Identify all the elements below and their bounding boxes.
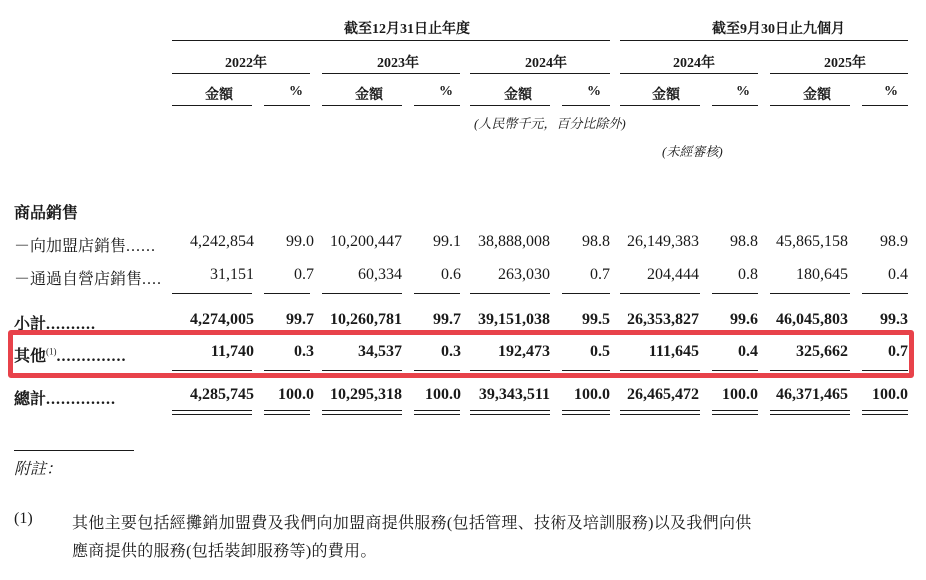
subtotal-rule — [862, 293, 908, 294]
row-label-franchise — [14, 233, 156, 256]
cell-value: 99.1 — [433, 233, 461, 250]
group-rule-fy — [172, 40, 610, 41]
cell-value: 60,334 — [358, 266, 402, 283]
year-rule-2023 — [322, 73, 460, 74]
cell-value: 0.3 — [441, 343, 461, 360]
group-header-fy: 截至12月31日止年度 — [344, 22, 470, 37]
leader-dots: ...... — [126, 238, 157, 255]
cell-value: 39,343,511 — [478, 386, 550, 403]
cell-value: 46,371,465 — [776, 386, 848, 403]
cell-value: 11,740 — [210, 343, 254, 360]
cell-value: 98.9 — [880, 233, 908, 250]
group-header-nine-months: 截至9月30日止九個月 — [712, 22, 845, 37]
year-header-2025-nine: 2025年 — [824, 56, 866, 71]
double-rule — [470, 410, 550, 411]
year-header-2023: 2023年 — [377, 56, 419, 71]
amount-header: 金額 — [504, 88, 532, 103]
double-rule — [414, 414, 460, 415]
double-rule — [862, 410, 908, 411]
double-rule — [264, 414, 310, 415]
amount-header: 金額 — [803, 88, 831, 103]
cell-value: 192,473 — [498, 343, 550, 360]
sub-rule — [712, 105, 758, 106]
subtotal-rule — [470, 293, 550, 294]
cell-value: 0.4 — [888, 266, 908, 283]
sub-rule — [322, 105, 402, 106]
amount-header: 金額 — [355, 88, 383, 103]
cell-value: 98.8 — [730, 233, 758, 250]
cell-value: 34,537 — [358, 343, 402, 360]
cell-value: 4,274,005 — [190, 311, 254, 328]
cell-value: 99.7 — [433, 311, 461, 328]
double-rule — [620, 410, 700, 411]
double-rule — [470, 414, 550, 415]
cell-value: 204,444 — [647, 266, 699, 283]
leader-dots: .............. — [56, 348, 127, 365]
cell-value: 10,260,781 — [330, 311, 402, 328]
pct-header: % — [587, 84, 601, 99]
year-rule-2025-nine — [770, 73, 908, 74]
subtotal-rule — [620, 293, 700, 294]
cell-value: 10,295,318 — [330, 386, 402, 403]
cell-value: 99.7 — [286, 311, 314, 328]
pct-header: % — [439, 84, 453, 99]
row-label-text: －向加盟店銷售 — [14, 238, 127, 255]
cell-value: 31,151 — [210, 266, 254, 283]
double-rule — [322, 414, 402, 415]
leader-dots: .... — [142, 271, 163, 288]
footnote-heading: 附註： — [14, 461, 63, 478]
year-rule-2024 — [470, 73, 610, 74]
group-rule-nine-months — [620, 40, 908, 41]
cell-value: 26,353,827 — [627, 311, 699, 328]
row-label-text: 小計 — [14, 316, 47, 333]
highlight-box — [8, 330, 914, 378]
cell-value: 0.6 — [441, 266, 461, 283]
cell-value: 0.5 — [590, 343, 610, 360]
subtotal-rule — [264, 293, 310, 294]
leader-dots: .......... — [46, 316, 97, 333]
row-label-total — [14, 386, 116, 409]
footnote-marker: (1) — [14, 510, 33, 527]
double-rule — [322, 410, 402, 411]
double-rule — [862, 414, 908, 415]
cell-value: 180,645 — [796, 266, 848, 283]
amount-header: 金額 — [205, 88, 233, 103]
pct-header: % — [289, 84, 303, 99]
double-rule — [172, 414, 252, 415]
cell-value: 99.6 — [730, 311, 758, 328]
sub-rule — [470, 105, 550, 106]
cell-value: 39,151,038 — [478, 311, 550, 328]
footnote-text-line2: 應商提供的服務(包括裝卸服務等)的費用。 — [72, 543, 377, 560]
double-rule — [562, 410, 610, 411]
cell-value: 111,645 — [648, 343, 699, 360]
cell-value: 0.7 — [590, 266, 610, 283]
double-rule — [562, 414, 610, 415]
sub-rule — [172, 105, 252, 106]
sub-rule — [620, 105, 700, 106]
cell-value: 98.8 — [582, 233, 610, 250]
year-rule-2022 — [172, 73, 310, 74]
double-rule — [712, 410, 758, 411]
subtotal-rule — [414, 293, 460, 294]
double-rule — [620, 414, 700, 415]
pct-header: % — [884, 84, 898, 99]
double-rule — [264, 410, 310, 411]
cell-value: 46,045,803 — [776, 311, 848, 328]
currency-note: (人民幣千元，百分比除外) — [474, 116, 626, 131]
cell-value: 0.7 — [294, 266, 314, 283]
subtotal-rule — [322, 293, 402, 294]
cell-value: 263,030 — [498, 266, 550, 283]
amount-header: 金額 — [652, 88, 680, 103]
subtotal-rule — [712, 293, 758, 294]
section-title: 商品銷售 — [14, 205, 79, 222]
sub-rule — [770, 105, 850, 106]
subtotal-rule — [172, 293, 252, 294]
sub-rule — [862, 105, 908, 106]
double-rule — [770, 414, 850, 415]
cell-value: 38,888,008 — [478, 233, 550, 250]
year-rule-2024-nine — [620, 73, 758, 74]
cell-value: 0.7 — [888, 343, 908, 360]
cell-value: 100.0 — [722, 386, 758, 403]
footnote-text-line1: 其他主要包括經攤銷加盟費及我們向加盟商提供服務(包括管理、技術及培訓服務)以及我們向供 — [72, 515, 752, 532]
cell-value: 26,465,472 — [627, 386, 699, 403]
cell-value: 100.0 — [278, 386, 314, 403]
cell-value: 100.0 — [574, 386, 610, 403]
double-rule — [712, 414, 758, 415]
footnote-separator — [14, 450, 134, 451]
footnote-ref: (1) — [46, 346, 57, 357]
sub-rule — [414, 105, 460, 106]
double-rule — [172, 410, 252, 411]
cell-value: 0.4 — [738, 343, 758, 360]
cell-value: 99.0 — [286, 233, 314, 250]
subtotal-rule — [562, 293, 610, 294]
year-header-2024-nine: 2024年 — [673, 56, 715, 71]
cell-value: 4,285,745 — [190, 386, 254, 403]
year-header-2022: 2022年 — [225, 56, 267, 71]
leader-dots: .............. — [46, 391, 117, 408]
cell-value: 0.8 — [738, 266, 758, 283]
cell-value: 26,149,383 — [627, 233, 699, 250]
cell-value: 10,200,447 — [330, 233, 402, 250]
subtotal-rule — [770, 293, 850, 294]
double-rule — [770, 410, 850, 411]
row-label-self-operated — [14, 266, 162, 289]
year-header-2024: 2024年 — [525, 56, 567, 71]
double-rule — [414, 410, 460, 411]
row-label-text: 其他 — [14, 348, 47, 365]
cell-value: 99.5 — [582, 311, 610, 328]
pct-header: % — [736, 84, 750, 99]
cell-value: 4,242,854 — [190, 233, 254, 250]
row-label-text: －通過自營店銷售 — [14, 271, 143, 288]
sub-rule — [264, 105, 310, 106]
sub-rule — [562, 105, 610, 106]
row-label-text: 總計 — [14, 391, 47, 408]
cell-value: 100.0 — [872, 386, 908, 403]
unaudited-note: (未經審核) — [662, 144, 723, 159]
cell-value: 100.0 — [425, 386, 461, 403]
cell-value: 99.3 — [880, 311, 908, 328]
cell-value: 325,662 — [796, 343, 848, 360]
cell-value: 0.3 — [294, 343, 314, 360]
cell-value: 45,865,158 — [776, 233, 848, 250]
